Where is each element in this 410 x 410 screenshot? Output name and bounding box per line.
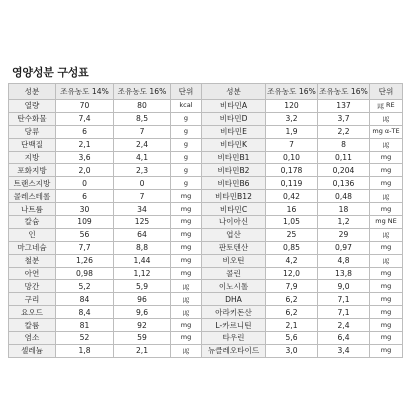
cell-right-name: 비타민B1 — [202, 151, 266, 164]
cell-left-val14: 2,1 — [56, 138, 114, 151]
cell-right-val16: 13,8 — [318, 267, 370, 280]
table-row — [9, 267, 403, 280]
cell-left-unit: ㎍ — [171, 280, 202, 293]
cell-left-val14: 1,8 — [56, 344, 114, 357]
cell-left-val16: 9,6 — [114, 306, 171, 319]
cell-left-val14: 81 — [56, 319, 114, 332]
cell-left-name: 지방 — [9, 151, 56, 164]
cell-left-val16: 92 — [114, 319, 171, 332]
cell-left-unit: mg — [171, 228, 202, 241]
cell-right-unit: mg — [370, 293, 403, 306]
cell-left-unit: mg — [171, 267, 202, 280]
cell-left-unit: ㎍ — [171, 306, 202, 319]
cell-right-val14: 4,2 — [266, 254, 318, 267]
cell-right-name: 비타민B6 — [202, 177, 266, 190]
cell-right-val16: 0,11 — [318, 151, 370, 164]
table-row — [9, 280, 403, 293]
cell-right-val14: 1,05 — [266, 216, 318, 229]
cell-left-val14: 8,4 — [56, 306, 114, 319]
cell-left-val16: 2,1 — [114, 344, 171, 357]
table-row — [9, 100, 403, 113]
cell-right-name: 비타민E — [202, 125, 266, 138]
cell-left-unit: mg — [171, 241, 202, 254]
cell-right-val14: 16 — [266, 203, 318, 216]
table-row — [9, 151, 403, 164]
cell-right-name: DHA — [202, 293, 266, 306]
cell-left-val14: 30 — [56, 203, 114, 216]
cell-right-val14: 0,85 — [266, 241, 318, 254]
cell-right-unit: ㎍ — [370, 138, 403, 151]
cell-left-name: 칼슘 — [9, 216, 56, 229]
cell-left-val16: 80 — [114, 100, 171, 113]
cell-left-val16: 125 — [114, 216, 171, 229]
cell-left-val14: 109 — [56, 216, 114, 229]
cell-left-val16: 2,4 — [114, 138, 171, 151]
table-row — [9, 254, 403, 267]
cell-right-unit: ㎍ — [370, 190, 403, 203]
cell-right-unit: mg — [370, 332, 403, 345]
cell-right-val16: 3,4 — [318, 344, 370, 357]
cell-left-unit: ㎍ — [171, 344, 202, 357]
cell-right-name: 엽산 — [202, 228, 266, 241]
cell-right-unit: mg — [370, 164, 403, 177]
table-row — [9, 228, 403, 241]
cell-left-name: 인 — [9, 228, 56, 241]
cell-right-name: 비타민K — [202, 138, 266, 151]
table-row — [9, 138, 403, 151]
cell-right-name: 이노시톨 — [202, 280, 266, 293]
cell-right-name: 비타민A — [202, 100, 266, 113]
cell-left-val14: 70 — [56, 100, 114, 113]
cell-left-name: 나트륨 — [9, 203, 56, 216]
cell-left-val16: 7 — [114, 190, 171, 203]
table-row — [9, 293, 403, 306]
cell-left-val14: 1,26 — [56, 254, 114, 267]
table-row — [9, 190, 403, 203]
cell-left-val16: 64 — [114, 228, 171, 241]
cell-right-val16: 7,1 — [318, 293, 370, 306]
cell-right-val14: 1,9 — [266, 125, 318, 138]
cell-right-val16: 29 — [318, 228, 370, 241]
table-row — [9, 344, 403, 357]
cell-right-val16: 0,48 — [318, 190, 370, 203]
cell-right-name: 비타민D — [202, 112, 266, 125]
cell-right-val14: 25 — [266, 228, 318, 241]
cell-right-val16: 4,8 — [318, 254, 370, 267]
cell-left-unit: mg — [171, 190, 202, 203]
table-title: 영양성분 구성표 — [12, 66, 89, 79]
col-header-component: 성분 — [9, 84, 56, 100]
cell-left-unit: kcal — [171, 100, 202, 113]
cell-right-val14: 0,119 — [266, 177, 318, 190]
table-row — [9, 319, 403, 332]
cell-left-name: 단백질 — [9, 138, 56, 151]
cell-left-val16: 96 — [114, 293, 171, 306]
cell-right-name: 비타민B2 — [202, 164, 266, 177]
cell-left-val16: 1,12 — [114, 267, 171, 280]
table-row — [9, 112, 403, 125]
cell-right-val16: 8 — [318, 138, 370, 151]
cell-left-val16: 0 — [114, 177, 171, 190]
cell-left-unit: mg — [171, 216, 202, 229]
table-row — [9, 332, 403, 345]
cell-right-val16: 18 — [318, 203, 370, 216]
cell-left-name: 아연 — [9, 267, 56, 280]
cell-left-name: 당류 — [9, 125, 56, 138]
cell-right-unit: ㎍ — [370, 112, 403, 125]
cell-right-val14: 120 — [266, 100, 318, 113]
table-row — [9, 203, 403, 216]
cell-left-unit: g — [171, 164, 202, 177]
cell-right-name: 비오틴 — [202, 254, 266, 267]
cell-right-unit: mg — [370, 177, 403, 190]
cell-right-val14: 12,0 — [266, 267, 318, 280]
cell-right-val16: 6,4 — [318, 332, 370, 345]
cell-left-name: 구리 — [9, 293, 56, 306]
cell-right-unit: mg — [370, 306, 403, 319]
cell-right-val16: 0,136 — [318, 177, 370, 190]
cell-left-val14: 6 — [56, 190, 114, 203]
cell-right-name: 비타민B12 — [202, 190, 266, 203]
cell-right-val14: 6,2 — [266, 306, 318, 319]
cell-right-unit: mg NE — [370, 216, 403, 229]
cell-left-val14: 0 — [56, 177, 114, 190]
cell-left-val16: 59 — [114, 332, 171, 345]
cell-right-name: 뉴클레오타이드 — [202, 344, 266, 357]
cell-left-name: 트랜스지방 — [9, 177, 56, 190]
cell-left-val14: 3,6 — [56, 151, 114, 164]
cell-right-val16: 1,2 — [318, 216, 370, 229]
cell-right-val16: 0,97 — [318, 241, 370, 254]
cell-left-unit: g — [171, 125, 202, 138]
cell-left-unit: g — [171, 177, 202, 190]
cell-right-unit: mg — [370, 151, 403, 164]
cell-right-unit: mg α-TE — [370, 125, 403, 138]
cell-right-val14: 0,42 — [266, 190, 318, 203]
cell-left-val14: 84 — [56, 293, 114, 306]
cell-left-val16: 8,8 — [114, 241, 171, 254]
cell-right-unit: ㎍ — [370, 254, 403, 267]
cell-right-name: 판토텐산 — [202, 241, 266, 254]
cell-left-val14: 2,0 — [56, 164, 114, 177]
table-row — [9, 306, 403, 319]
col-header-unit: 단위 — [171, 84, 202, 100]
cell-left-val16: 5,9 — [114, 280, 171, 293]
cell-left-name: 포화지방 — [9, 164, 56, 177]
cell-left-val16: 1,44 — [114, 254, 171, 267]
col-header-component-2: 성분 — [202, 84, 266, 100]
cell-right-name: 아라키돈산 — [202, 306, 266, 319]
table-row — [9, 125, 403, 138]
cell-left-name: 철분 — [9, 254, 56, 267]
cell-right-unit: ㎍ RE — [370, 100, 403, 113]
cell-left-name: 염소 — [9, 332, 56, 345]
cell-right-val14: 6,2 — [266, 293, 318, 306]
col-header-16pct-2a: 조유농도 16% — [266, 84, 318, 100]
cell-left-name: 망간 — [9, 280, 56, 293]
cell-left-name: 콜레스테롤 — [9, 190, 56, 203]
col-header-16pct: 조유농도 16% — [114, 84, 171, 100]
cell-left-val14: 6 — [56, 125, 114, 138]
cell-right-val14: 2,1 — [266, 319, 318, 332]
cell-left-unit: g — [171, 151, 202, 164]
cell-right-val14: 3,2 — [266, 112, 318, 125]
cell-right-unit: ㎍ — [370, 228, 403, 241]
cell-right-val16: 0,204 — [318, 164, 370, 177]
cell-right-val16: 7,1 — [318, 306, 370, 319]
cell-left-unit: ㎍ — [171, 293, 202, 306]
cell-right-name: 콜린 — [202, 267, 266, 280]
col-header-16pct-2b: 조유농도 16% — [318, 84, 370, 100]
cell-right-name: 비타민C — [202, 203, 266, 216]
cell-right-val14: 7 — [266, 138, 318, 151]
cell-left-val16: 4,1 — [114, 151, 171, 164]
cell-right-unit: mg — [370, 319, 403, 332]
cell-right-unit: mg — [370, 241, 403, 254]
cell-right-unit: mg — [370, 203, 403, 216]
cell-left-val14: 7,4 — [56, 112, 114, 125]
nutrition-table — [8, 83, 403, 358]
cell-left-unit: g — [171, 112, 202, 125]
cell-left-name: 요오드 — [9, 306, 56, 319]
table-row — [9, 216, 403, 229]
cell-left-val14: 52 — [56, 332, 114, 345]
cell-right-name: L-카르니틴 — [202, 319, 266, 332]
cell-right-unit: mg — [370, 344, 403, 357]
col-header-unit-2: 단위 — [370, 84, 403, 100]
table-row — [9, 177, 403, 190]
cell-right-val16: 9,0 — [318, 280, 370, 293]
cell-left-name: 칼륨 — [9, 319, 56, 332]
cell-right-val14: 3,0 — [266, 344, 318, 357]
cell-right-val14: 5,6 — [266, 332, 318, 345]
cell-left-name: 셀레늄 — [9, 344, 56, 357]
cell-left-val16: 7 — [114, 125, 171, 138]
cell-left-val14: 7,7 — [56, 241, 114, 254]
cell-right-unit: mg — [370, 267, 403, 280]
cell-left-val16: 8,5 — [114, 112, 171, 125]
cell-right-name: 나이아신 — [202, 216, 266, 229]
cell-right-val16: 2,2 — [318, 125, 370, 138]
cell-right-val14: 0,178 — [266, 164, 318, 177]
table-row — [9, 164, 403, 177]
cell-left-name: 탄수화물 — [9, 112, 56, 125]
cell-left-name: 마그네슘 — [9, 241, 56, 254]
cell-right-val16: 3,7 — [318, 112, 370, 125]
cell-right-unit: mg — [370, 280, 403, 293]
cell-right-val14: 7,9 — [266, 280, 318, 293]
cell-left-name: 열량 — [9, 100, 56, 113]
cell-left-val16: 2,3 — [114, 164, 171, 177]
cell-right-name: 타우린 — [202, 332, 266, 345]
cell-right-val16: 137 — [318, 100, 370, 113]
cell-right-val16: 2,4 — [318, 319, 370, 332]
cell-left-unit: mg — [171, 203, 202, 216]
cell-right-val14: 0,10 — [266, 151, 318, 164]
table-row — [9, 241, 403, 254]
cell-left-unit: mg — [171, 319, 202, 332]
cell-left-val16: 34 — [114, 203, 171, 216]
cell-left-unit: g — [171, 138, 202, 151]
cell-left-unit: mg — [171, 254, 202, 267]
col-header-14pct: 조유농도 14% — [56, 84, 114, 100]
cell-left-unit: mg — [171, 332, 202, 345]
cell-left-val14: 56 — [56, 228, 114, 241]
cell-left-val14: 0,98 — [56, 267, 114, 280]
cell-left-val14: 5,2 — [56, 280, 114, 293]
header-row — [9, 84, 403, 100]
